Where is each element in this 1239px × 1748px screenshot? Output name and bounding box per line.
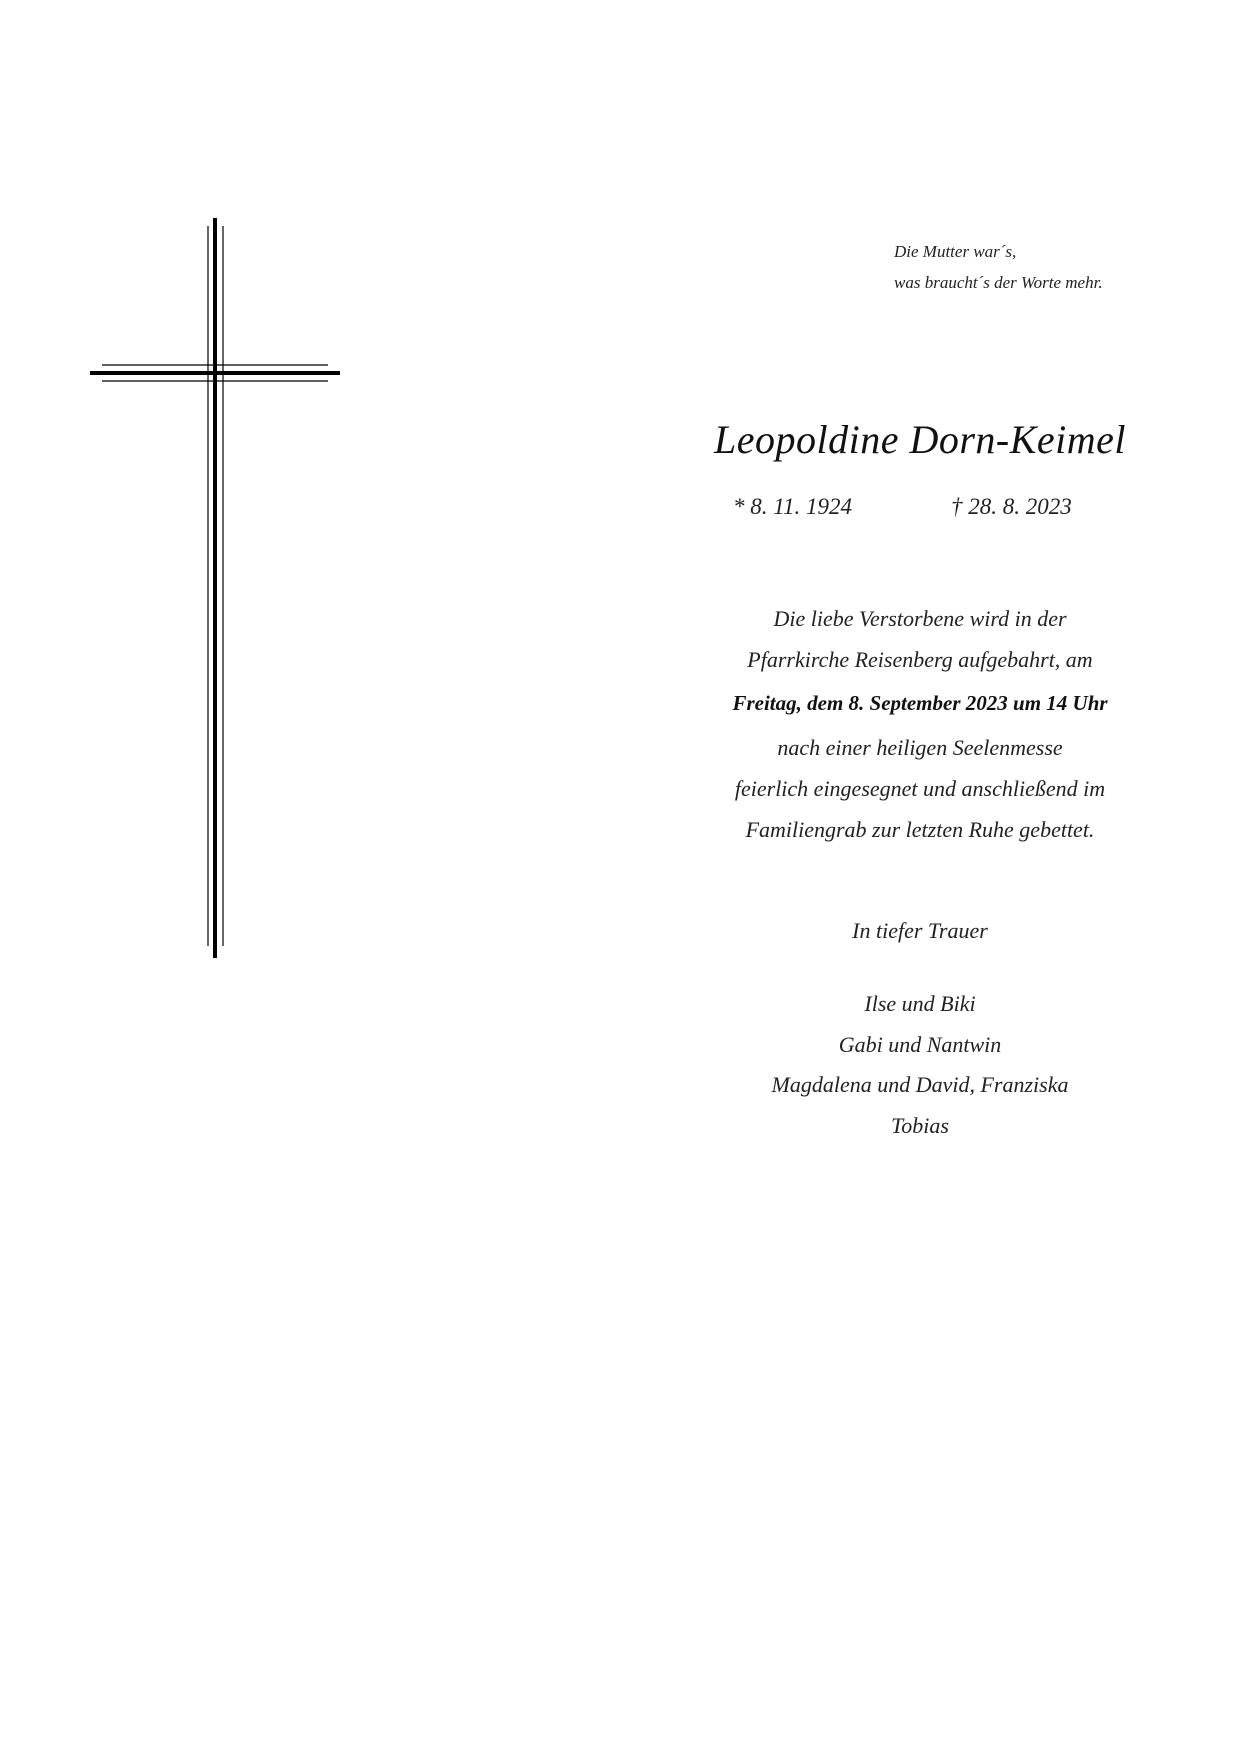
- deceased-name: Leopoldine Dorn-Keimel: [713, 417, 1127, 462]
- life-dates: [733, 494, 1133, 524]
- notice-line: Die liebe Verstorbene wird in der: [773, 606, 1067, 631]
- motto-line: was braucht´s der Worte mehr.: [894, 273, 1103, 292]
- funeral-date: Freitag, dem 8. September 2023 um 14 Uhr: [732, 691, 1108, 715]
- family-member: Magdalena und David, Franziska: [771, 1072, 1069, 1097]
- notice-line: Pfarrkirche Reisenberg aufgebahrt, am: [747, 647, 1093, 672]
- motto-line: Die Mutter war´s,: [894, 242, 1017, 261]
- death-date: † 28. 8. 2023: [951, 494, 1072, 519]
- family-member: Gabi und Nantwin: [838, 1031, 1002, 1057]
- motto-quote: [894, 236, 1103, 298]
- funeral-notice: [620, 598, 1220, 850]
- notice-line: nach einer heiligen Seelenmesse: [777, 735, 1063, 760]
- mourning-phrase: In tiefer Trauer: [852, 918, 988, 943]
- notice-line: feierlich eingesegnet und anschließend im: [734, 776, 1106, 801]
- family-list: [620, 984, 1220, 1146]
- notice-line: Familiengrab zur letzten Ruhe gebettet.: [745, 817, 1095, 842]
- cross-icon: [90, 218, 350, 958]
- family-member: Tobias: [891, 1112, 949, 1138]
- family-member: Ilse und Biki: [864, 991, 976, 1016]
- birth-date: * 8. 11. 1924: [733, 494, 853, 519]
